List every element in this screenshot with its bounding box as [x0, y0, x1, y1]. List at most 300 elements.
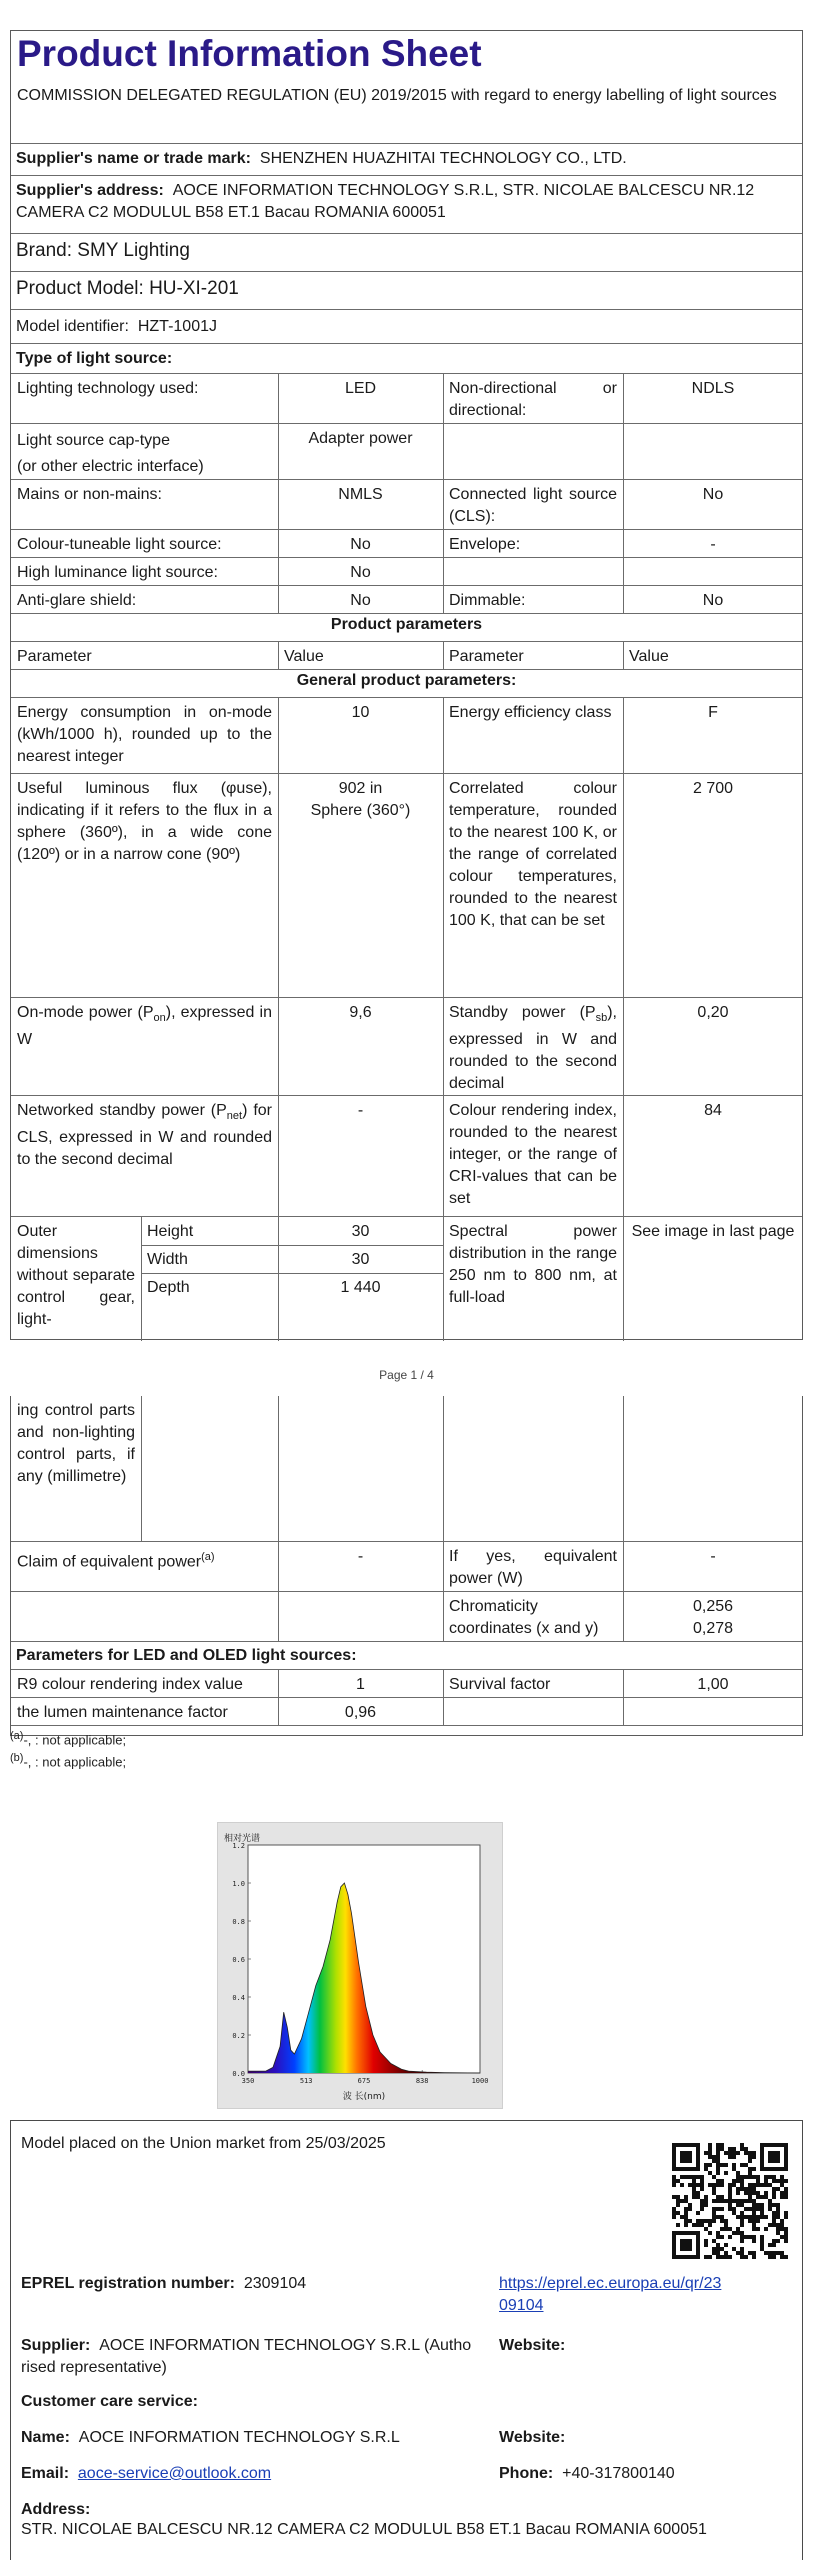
- qr-module: [728, 2151, 732, 2155]
- qr-module: [764, 2183, 768, 2187]
- qr-module: [772, 2203, 776, 2207]
- qr-module: [768, 2143, 772, 2147]
- qr-module: [740, 2175, 744, 2179]
- qr-module: [732, 2211, 736, 2215]
- qr-module: [748, 2167, 752, 2171]
- width-label: Width: [147, 1251, 188, 1268]
- qr-module: [776, 2159, 780, 2163]
- qr-module: [672, 2175, 676, 2179]
- cri-value: 84: [704, 1102, 722, 1119]
- supplier-label: Supplier:: [21, 2337, 91, 2354]
- qr-module: [708, 2223, 712, 2227]
- table-row: [11, 1592, 802, 1642]
- width-value: 30: [351, 1251, 370, 1268]
- qr-module: [684, 2211, 688, 2215]
- qr-module: [784, 2239, 788, 2243]
- on-mode-power-value: 9,6: [349, 1004, 372, 1021]
- qr-module: [768, 2175, 772, 2179]
- qr-module: [740, 2147, 744, 2151]
- qr-module: [704, 2203, 708, 2207]
- height-value: 30: [351, 1223, 370, 1240]
- page-title: Product Information Sheet: [17, 33, 482, 74]
- led-params-heading: Parameters for LED and OLED light sources:: [16, 1647, 357, 1664]
- qr-module: [692, 2255, 696, 2259]
- qr-module: [776, 2179, 780, 2183]
- qr-module: [728, 2147, 732, 2151]
- qr-module: [704, 2243, 708, 2247]
- x-tick-label: 513: [299, 2077, 313, 2085]
- qr-module: [740, 2183, 744, 2187]
- qr-module: [672, 2151, 676, 2155]
- qr-module: [736, 2171, 740, 2175]
- qr-module: [720, 2179, 724, 2183]
- product-params-heading: Product parameters: [330, 616, 483, 633]
- y-tick-label: 0.6: [232, 1956, 245, 1964]
- qr-module: [700, 2223, 704, 2227]
- qr-module: [672, 2147, 676, 2151]
- qr-module: [672, 2247, 676, 2251]
- qr-module: [760, 2151, 764, 2155]
- qr-module: [772, 2187, 776, 2191]
- qr-module: [760, 2207, 764, 2211]
- qr-module: [752, 2215, 756, 2219]
- qr-module: [696, 2251, 700, 2255]
- table-row: [11, 1096, 802, 1217]
- qr-module: [732, 2155, 736, 2159]
- qr-module: [716, 2235, 720, 2239]
- qr-module: [672, 2183, 676, 2187]
- general-params-heading: General product parameters:: [296, 672, 517, 689]
- qr-module: [720, 2199, 724, 2203]
- qr-module: [720, 2143, 724, 2147]
- qr-code[interactable]: [672, 2143, 788, 2259]
- qr-module: [756, 2191, 760, 2195]
- qr-module: [752, 2203, 756, 2207]
- qr-module: [680, 2199, 684, 2203]
- y-tick-label: 0.2: [232, 2032, 245, 2040]
- supplier-value: AOCE INFORMATION TECHNOLOGY S.R.L (Autho: [99, 2337, 472, 2354]
- footnote-b-text: -, : not applicable;: [23, 1754, 127, 1770]
- qr-module: [764, 2215, 768, 2219]
- qr-module: [740, 2239, 744, 2243]
- qr-module: [756, 2183, 760, 2187]
- qr-module: [752, 2167, 756, 2171]
- qr-module: [692, 2231, 696, 2235]
- qr-module: [768, 2255, 772, 2259]
- qr-module: [680, 2167, 684, 2171]
- qr-module: [680, 2143, 684, 2147]
- lighting-technology-label: Lighting technology used:: [17, 380, 199, 397]
- qr-module: [720, 2215, 724, 2219]
- qr-module: [760, 2203, 764, 2207]
- name-value: AOCE INFORMATION TECHNOLOGY S.R.L: [78, 2429, 400, 2446]
- qr-module: [764, 2175, 768, 2179]
- qr-module: [752, 2199, 756, 2203]
- qr-module: [760, 2235, 764, 2239]
- qr-module: [740, 2211, 744, 2215]
- qr-module: [736, 2199, 740, 2203]
- qr-module: [772, 2211, 776, 2215]
- colour-tuneable-value: No: [350, 536, 371, 553]
- product-model-label: Product Model:: [16, 278, 144, 299]
- efficiency-class-value: F: [708, 704, 718, 721]
- customer-care-label: Customer care service:: [21, 2393, 198, 2410]
- qr-module: [716, 2143, 720, 2147]
- qr-module: [712, 2247, 716, 2251]
- qr-module: [700, 2207, 704, 2211]
- networked-standby-label-end: ) for CLS, expressed in W and rounded to the second decimal: [17, 1102, 272, 1169]
- equivalent-power-label: Claim of equivalent power: [17, 1553, 202, 1571]
- qr-module: [704, 2163, 708, 2167]
- qr-module: [732, 2199, 736, 2203]
- qr-module: [704, 2255, 708, 2259]
- cap-type-label-extra: (or other electric interface): [17, 458, 204, 475]
- qr-module: [748, 2171, 752, 2175]
- r9-label: R9 colour rendering index value: [17, 1676, 243, 1693]
- qr-module: [752, 2235, 756, 2239]
- qr-module: [740, 2163, 744, 2167]
- qr-module: [684, 2247, 688, 2251]
- light-source-heading: Type of light source:: [16, 350, 173, 367]
- product-sheet-page-1: [10, 30, 803, 1340]
- qr-module: [736, 2251, 740, 2255]
- qr-module: [684, 2195, 688, 2199]
- qr-module: [748, 2191, 752, 2195]
- eprel-link[interactable]: [499, 2273, 721, 2317]
- qr-module: [712, 2199, 716, 2203]
- high-luminance-label: High luminance light source:: [17, 564, 218, 581]
- qr-module: [756, 2175, 760, 2179]
- qr-module: [772, 2175, 776, 2179]
- y-tick-label: 0.4: [232, 1994, 245, 2002]
- qr-module: [708, 2155, 712, 2159]
- qr-module: [672, 2195, 676, 2199]
- qr-module: [696, 2235, 700, 2239]
- qr-module: [696, 2243, 700, 2247]
- lumen-maintenance-value: 0,96: [344, 1704, 377, 1721]
- qr-module: [676, 2223, 680, 2227]
- qr-module: [784, 2155, 788, 2159]
- qr-module: [748, 2151, 752, 2155]
- qr-module: [780, 2175, 784, 2179]
- qr-module: [752, 2175, 756, 2179]
- table-row: [11, 698, 802, 774]
- qr-module: [680, 2159, 684, 2163]
- qr-module: [740, 2251, 744, 2255]
- qr-module: [760, 2243, 764, 2247]
- qr-module: [764, 2227, 768, 2231]
- qr-module: [740, 2223, 744, 2227]
- qr-module: [712, 2219, 716, 2223]
- qr-module: [684, 2167, 688, 2171]
- qr-module: [740, 2187, 744, 2191]
- qr-module: [776, 2203, 780, 2207]
- qr-module: [728, 2207, 732, 2211]
- market-placed-text: Model placed on the Union market from 25/03/2025: [21, 2135, 386, 2152]
- qr-module: [696, 2147, 700, 2151]
- qr-module: [784, 2179, 788, 2183]
- high-luminance-value: No: [350, 564, 371, 581]
- qr-module: [772, 2255, 776, 2259]
- qr-module: [704, 2239, 708, 2243]
- standby-power-label-end: ), expressed in W and rounded to the second decimal: [449, 1004, 617, 1093]
- x-tick-label: 838: [415, 2077, 429, 2085]
- on-mode-power-label-end: ), expressed in W: [17, 1004, 272, 1049]
- qr-module: [740, 2231, 744, 2235]
- qr-module: [776, 2211, 780, 2215]
- qr-module: [716, 2163, 720, 2167]
- qr-module: [712, 2155, 716, 2159]
- qr-module: [684, 2143, 688, 2147]
- x-tick-label: 1000: [471, 2077, 489, 2085]
- qr-module: [692, 2191, 696, 2195]
- table-row: [11, 1698, 802, 1726]
- qr-module: [772, 2159, 776, 2163]
- qr-module: [716, 2179, 720, 2183]
- qr-module: [780, 2235, 784, 2239]
- qr-module: [728, 2235, 732, 2239]
- qr-module: [712, 2207, 716, 2211]
- qr-module: [680, 2231, 684, 2235]
- qr-module: [744, 2191, 748, 2195]
- energy-consumption-label: Energy consumption in on-mode (kWh/1000 h), rounded up to the nearest integer: [17, 704, 272, 765]
- qr-module: [716, 2171, 720, 2175]
- qr-module: [696, 2175, 700, 2179]
- brand-label: Brand:: [16, 240, 72, 261]
- qr-module: [732, 2167, 736, 2171]
- qr-module: [708, 2151, 712, 2155]
- qr-module: [704, 2219, 708, 2223]
- qr-module: [672, 2215, 676, 2219]
- qr-module: [776, 2207, 780, 2211]
- qr-module: [716, 2231, 720, 2235]
- cls-label: Connected light source (CLS):: [449, 486, 617, 525]
- qr-module: [724, 2171, 728, 2175]
- qr-module: [724, 2243, 728, 2247]
- qr-module: [784, 2151, 788, 2155]
- qr-module: [684, 2231, 688, 2235]
- qr-module: [740, 2215, 744, 2219]
- qr-module: [744, 2199, 748, 2203]
- qr-module: [720, 2147, 724, 2151]
- qr-module: [692, 2195, 696, 2199]
- email-link[interactable]: aoce-service@outlook.com: [77, 2465, 272, 2482]
- qr-module: [740, 2199, 744, 2203]
- address-value: STR. NICOLAE BALCESCU NR.12 CAMERA C2 MODULUL B58 ET.1 Bacau ROMANIA 600051: [21, 2521, 707, 2538]
- y-tick-label: 1.2: [232, 1842, 245, 1850]
- eprel-link-part-1: https://eprel.ec.europa.eu/qr/23: [499, 2275, 722, 2292]
- qr-module: [740, 2143, 744, 2147]
- qr-module: [688, 2203, 692, 2207]
- qr-module: [684, 2219, 688, 2223]
- qr-module: [736, 2191, 740, 2195]
- qr-module: [776, 2167, 780, 2171]
- qr-module: [672, 2235, 676, 2239]
- qr-module: [756, 2207, 760, 2211]
- qr-module: [768, 2223, 772, 2227]
- spectrum-chart: [217, 1822, 503, 2109]
- qr-module: [748, 2159, 752, 2163]
- qr-module: [780, 2143, 784, 2147]
- qr-module: [672, 2163, 676, 2167]
- qr-module: [716, 2159, 720, 2163]
- qr-module: [672, 2159, 676, 2163]
- regulation-subtitle: COMMISSION DELEGATED REGULATION (EU) 2019/2015 with regard to energy labelling of light sources: [17, 87, 777, 104]
- cct-value: 2 700: [692, 780, 734, 797]
- standby-power-value: 0,20: [697, 1004, 729, 1021]
- qr-module: [672, 2255, 676, 2259]
- eprel-value: 2309104: [243, 2275, 307, 2292]
- qr-module: [776, 2231, 780, 2235]
- qr-module: [704, 2167, 708, 2171]
- supplier-address-row: [11, 176, 802, 234]
- chromaticity-label: Chromaticity coordinates (x and y): [449, 1598, 599, 1637]
- qr-module: [784, 2187, 788, 2191]
- qr-module: [704, 2151, 708, 2155]
- qr-module: [780, 2179, 784, 2183]
- qr-module: [744, 2147, 748, 2151]
- footnote-a-text: -, : not applicable;: [23, 1732, 127, 1748]
- qr-module: [700, 2199, 704, 2203]
- qr-module: [756, 2215, 760, 2219]
- qr-module: [772, 2143, 776, 2147]
- qr-module: [676, 2231, 680, 2235]
- qr-module: [752, 2155, 756, 2159]
- qr-module: [732, 2207, 736, 2211]
- luminous-flux-label: Useful luminous flux (φuse), indicating if it refers to the flux in a sphere (360º), in a wide cone (120º) or in a narrow cone (90º): [17, 780, 272, 863]
- qr-module: [716, 2147, 720, 2151]
- supplier-address-label: Supplier's address:: [16, 182, 164, 199]
- qr-module: [684, 2239, 688, 2243]
- qr-module: [784, 2159, 788, 2163]
- table-row: [11, 1542, 802, 1592]
- qr-module: [688, 2175, 692, 2179]
- qr-module: [672, 2167, 676, 2171]
- qr-module: [744, 2235, 748, 2239]
- qr-module: [712, 2191, 716, 2195]
- qr-module: [724, 2219, 728, 2223]
- qr-module: [736, 2231, 740, 2235]
- y-tick-label: 1.0: [232, 1880, 245, 1888]
- qr-module: [684, 2215, 688, 2219]
- qr-module: [748, 2215, 752, 2219]
- qr-module: [688, 2231, 692, 2235]
- qr-module: [712, 2159, 716, 2163]
- qr-module: [784, 2163, 788, 2167]
- chromaticity-x: 0,256: [692, 1598, 734, 1615]
- qr-module: [688, 2155, 692, 2159]
- qr-module: [700, 2179, 704, 2183]
- qr-module: [716, 2255, 720, 2259]
- table-row: [11, 480, 802, 530]
- qr-module: [768, 2155, 772, 2159]
- qr-module: [756, 2203, 760, 2207]
- qr-module: [768, 2243, 772, 2247]
- dimensions-label: Outer dimensions without separate control gear, light-: [17, 1223, 135, 1328]
- cap-type-value: Adapter power: [308, 430, 413, 447]
- qr-module: [724, 2223, 728, 2227]
- table-row: [11, 774, 802, 998]
- networked-standby-label: Networked standby power (P: [17, 1102, 227, 1119]
- product-model-row: [11, 272, 802, 310]
- footnote-a: [10, 1730, 126, 1747]
- qr-module: [680, 2183, 684, 2187]
- qr-module: [728, 2155, 732, 2159]
- phone-label: Phone:: [499, 2465, 554, 2482]
- luminous-flux-value: 902 in: [338, 780, 383, 797]
- qr-module: [676, 2195, 680, 2199]
- qr-module: [684, 2155, 688, 2159]
- qr-module: [736, 2187, 740, 2191]
- qr-module: [784, 2191, 788, 2195]
- qr-module: [684, 2207, 688, 2211]
- qr-module: [696, 2159, 700, 2163]
- table-row: [11, 374, 802, 424]
- qr-module: [752, 2191, 756, 2195]
- qr-module: [696, 2183, 700, 2187]
- qr-module: [768, 2183, 772, 2187]
- footnote-a-mark: (a): [10, 1730, 24, 1742]
- footnote-b-mark: (b): [10, 1752, 24, 1764]
- qr-module: [756, 2179, 760, 2183]
- col-value-1: Value: [284, 648, 324, 665]
- qr-module: [684, 2255, 688, 2259]
- qr-module: [728, 2203, 732, 2207]
- qr-module: [748, 2235, 752, 2239]
- qr-module: [688, 2151, 692, 2155]
- qr-module: [708, 2255, 712, 2259]
- qr-module: [688, 2167, 692, 2171]
- qr-module: [728, 2255, 732, 2259]
- qr-module: [676, 2255, 680, 2259]
- eprel-link-part-2: 09104: [499, 2297, 544, 2314]
- qr-module: [688, 2239, 692, 2243]
- qr-module: [712, 2187, 716, 2191]
- equivalent-power-sup: (a): [201, 1551, 215, 1563]
- qr-module: [676, 2167, 680, 2171]
- qr-module: [712, 2211, 716, 2215]
- lighting-technology-value: LED: [344, 380, 377, 397]
- qr-module: [716, 2167, 720, 2171]
- qr-module: [696, 2239, 700, 2243]
- standby-power-label: Standby power (P: [449, 1004, 596, 1021]
- equivalent-power-value: -: [357, 1548, 364, 1565]
- qr-module: [760, 2159, 764, 2163]
- r9-value: 1: [356, 1676, 365, 1693]
- qr-module: [680, 2215, 684, 2219]
- qr-module: [684, 2159, 688, 2163]
- efficiency-class-label: Energy efficiency class: [449, 704, 612, 721]
- table-row: [11, 530, 802, 558]
- qr-module: [716, 2151, 720, 2155]
- qr-module: [736, 2179, 740, 2183]
- qr-module: [688, 2183, 692, 2187]
- colour-tuneable-label: Colour-tuneable light source:: [17, 536, 222, 553]
- qr-module: [752, 2183, 756, 2187]
- qr-module: [672, 2211, 676, 2215]
- dimmable-label: Dimmable:: [449, 592, 526, 609]
- depth-label: Depth: [147, 1279, 190, 1296]
- qr-module: [704, 2195, 708, 2199]
- general-params-heading-row: [11, 670, 802, 698]
- dimensions-label-cont: ing control parts and non-lighting control parts, if any (millimetre): [17, 1402, 135, 1485]
- table-row: [11, 558, 802, 586]
- anti-glare-label: Anti-glare shield:: [17, 592, 137, 609]
- qr-module: [748, 2155, 752, 2159]
- qr-module: [744, 2255, 748, 2259]
- qr-module: [772, 2151, 776, 2155]
- qr-module: [760, 2167, 764, 2171]
